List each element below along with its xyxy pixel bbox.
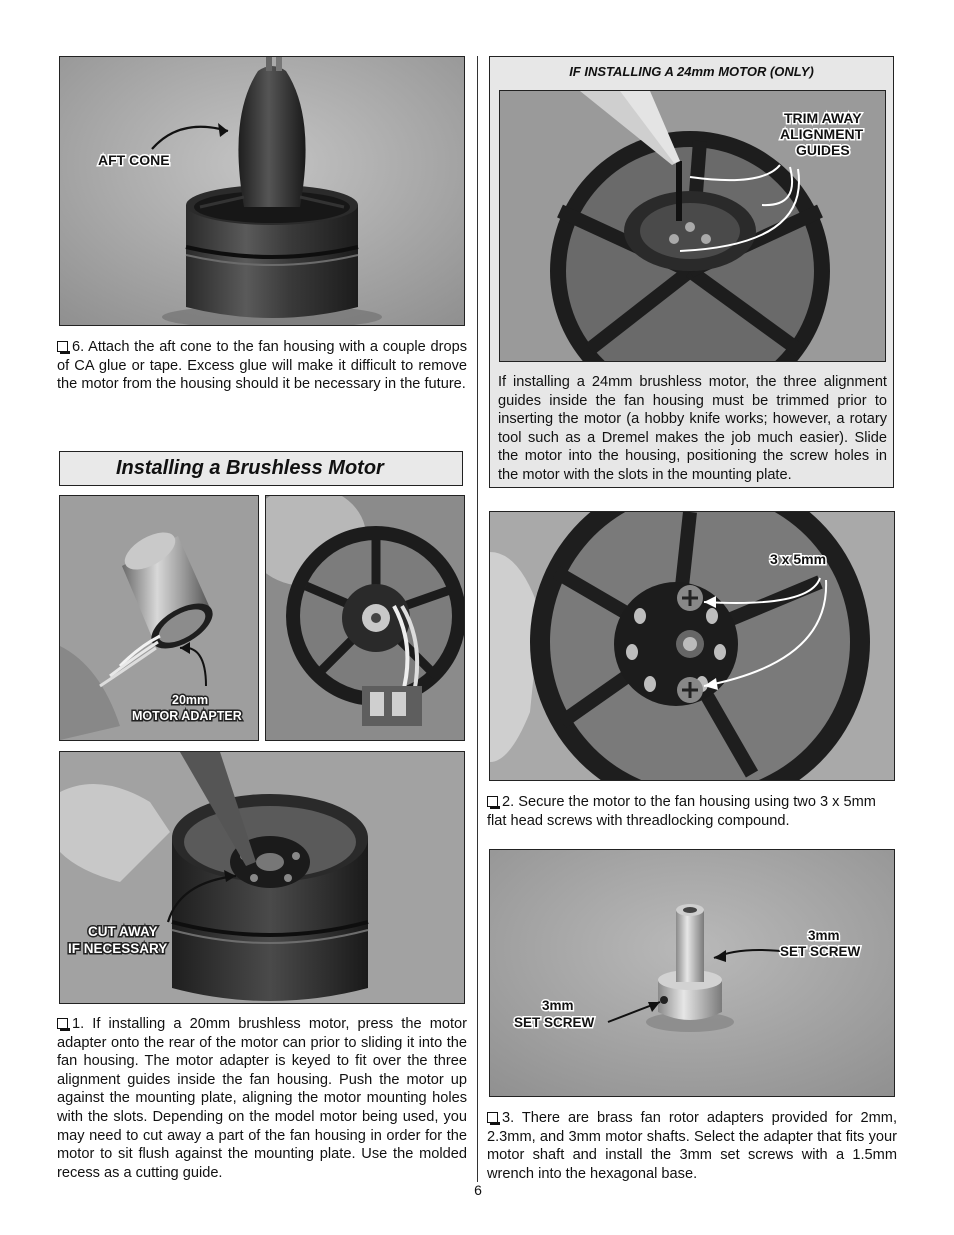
photo-cut-away <box>59 751 465 1004</box>
step-2-text: 2. Secure the motor to the fan housing using two 3 x 5mm flat head screws with threadlocking compound. <box>487 794 876 829</box>
step-6-text: 6. Attach the aft cone to the fan housing with a couple drops of CA glue or tape. Excess glue will make it difficult to remove the motor from the housing should it be necessary in the future. <box>57 339 467 393</box>
motor-adapter-label-2: MOTOR ADAPTER <box>132 709 242 723</box>
trim-label-3: GUIDES <box>796 142 850 158</box>
step-1-text: 1. If installing a 20mm brushless motor, press the motor adapter onto the rear of the motor can prior to sliding it into the fan housing. The motor adapter is keyed to fit over the three alignment guides inside the fan housing. Push the motor up against the mounting plate, aligning the motor mounting holes with the slots. Depending on the model motor being used, you may need to cut away a part of the fan housing in order for the motor to sit flush against the mounting plate. Use the molded recess as a cutting guide. <box>57 1016 467 1181</box>
step-2-paragraph <box>487 793 897 830</box>
section-heading: Installing a Brushless Motor <box>116 457 384 479</box>
step-1-paragraph <box>57 1015 467 1182</box>
cut-away-label-2: IF NECESSARY <box>68 941 168 956</box>
photo-trim-guides <box>499 90 886 362</box>
photo-set-screws <box>489 849 895 1097</box>
sidebar-title: IF INSTALLING A 24mm MOTOR (ONLY) <box>569 64 814 79</box>
photo-screws <box>489 511 895 781</box>
screws-label: 3 x 5mm <box>770 551 827 567</box>
step-3-text: 3. There are brass fan rotor adapters provided for 2mm, 2.3mm, and 3mm motor shafts. Select the adapter that fits your motor shaft and install the 3mm set screws with a 1.5mm wrench into the hexagonal base. <box>487 1110 897 1182</box>
sidebar-text: If installing a 24mm brushless motor, the three alignment guides inside the fan housing must be trimmed prior to inserting the motor (a hobby knife works; however, a rotary tool such as a Dremel makes the job much easier). Slide the motor into the housing, positioning the screw holes in the motor with the slots in the mounting plate. <box>498 374 887 483</box>
step-3-paragraph <box>487 1109 897 1183</box>
set-screw-a-label-1: 3mm <box>808 928 840 943</box>
checkbox-icon[interactable] <box>487 796 498 807</box>
photo-motor-adapter <box>59 495 259 741</box>
trim-label-2: ALIGNMENT <box>780 126 864 142</box>
cut-away-label-1: CUT AWAY <box>88 924 158 939</box>
step-6-paragraph <box>57 338 467 394</box>
motor-adapter-label-1: 20mm <box>172 693 209 707</box>
photo-motor-in-housing <box>265 495 465 741</box>
page-number: 6 <box>474 1182 482 1198</box>
checkbox-icon[interactable] <box>487 1112 498 1123</box>
set-screw-b-label-1: 3mm <box>542 998 574 1013</box>
set-screw-b-label-2: SET SCREW <box>514 1015 595 1030</box>
trim-label-1: TRIM AWAY <box>784 110 862 126</box>
checkbox-icon[interactable] <box>57 1018 68 1029</box>
checkbox-icon[interactable] <box>57 341 68 352</box>
photo-aft-cone <box>59 56 465 326</box>
aft-cone-label: AFT CONE <box>98 152 170 168</box>
set-screw-a-label-2: SET SCREW <box>780 944 861 959</box>
column-divider <box>477 56 478 1182</box>
sidebar-24mm-box <box>489 56 894 488</box>
section-heading-box <box>59 451 463 486</box>
